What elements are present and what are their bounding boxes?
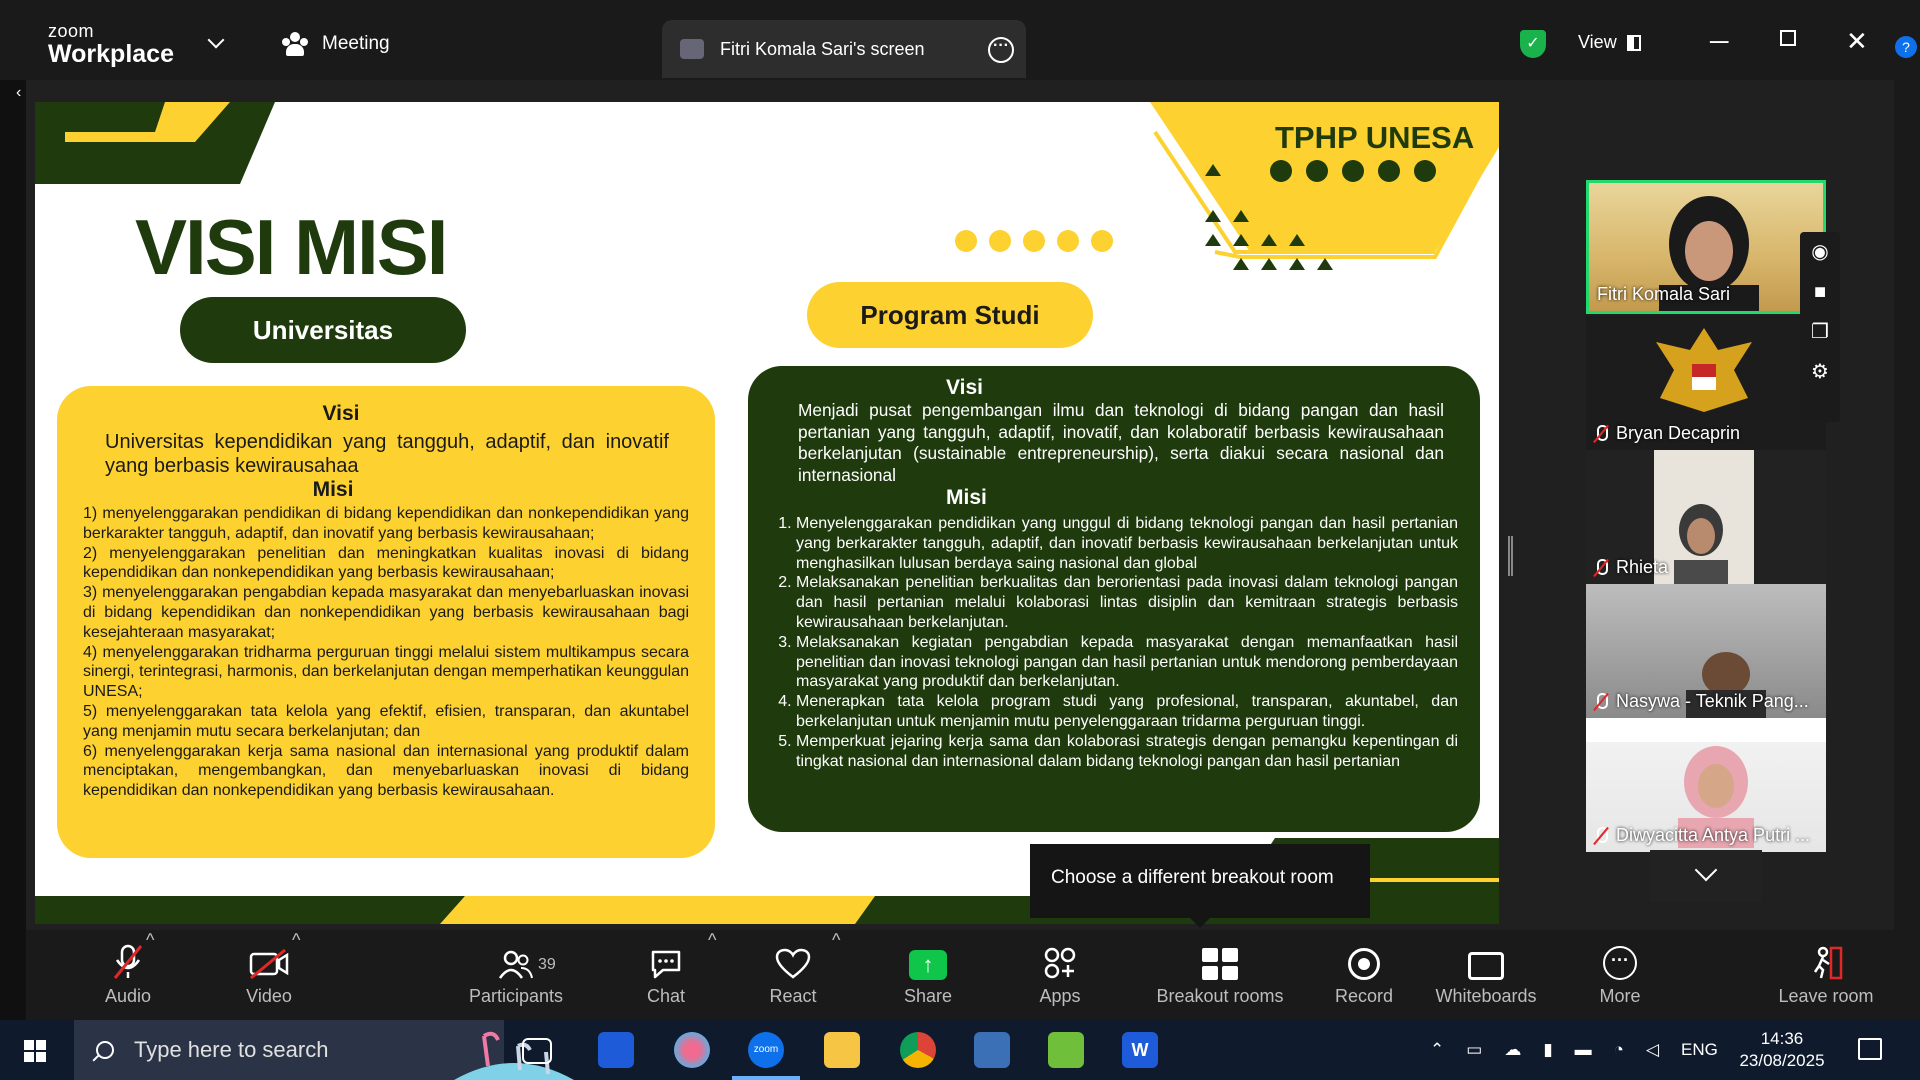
search-placeholder: Type here to search (134, 1037, 329, 1062)
breakout-tooltip (1030, 844, 1370, 918)
program-studi-label: Program Studi (807, 282, 1093, 348)
notification-icon[interactable] (1858, 1038, 1882, 1060)
battery-icon[interactable]: ▬ (1574, 1040, 1592, 1059)
share-screen-icon: ↑ (888, 930, 968, 980)
slide-title: VISI MISI (135, 203, 447, 291)
camera-icon[interactable]: ◉ (1811, 241, 1829, 263)
sharer-thumbnail (680, 39, 704, 59)
participant-face (1666, 500, 1736, 584)
participants-count: 39 (538, 956, 556, 973)
view-layout-icon (1627, 35, 1641, 51)
windows-start-icon[interactable] (24, 1040, 46, 1062)
video-float-toolbar (1800, 232, 1840, 422)
chrome-icon[interactable] (900, 1032, 936, 1068)
gear-icon[interactable]: ⚙ (1811, 361, 1829, 383)
participant-name: Bryan Decaprin (1594, 423, 1740, 444)
apps-button[interactable] (1020, 930, 1100, 1020)
mic-muted-icon (1594, 425, 1608, 443)
microphone-icon[interactable]: ▮ (1543, 1040, 1553, 1059)
breakout-rooms-button[interactable] (1130, 930, 1310, 1020)
search-highlight-icon (454, 1026, 574, 1080)
chevron-up-icon[interactable]: ⌃ (1430, 1040, 1445, 1059)
prodi-misi-heading: Misi (946, 486, 987, 509)
breakout-rooms-icon (1130, 930, 1310, 980)
participant-name: Fitri Komala Sari (1597, 284, 1731, 304)
active-app-indicator (732, 1076, 800, 1080)
logo-top-text: zoom (48, 21, 95, 41)
whiteboard-icon (1416, 930, 1556, 980)
participant-name: Diwyacitta Antya Putri ... (1594, 825, 1810, 846)
participant-tile[interactable] (1586, 584, 1826, 718)
whiteboards-label: Whiteboards (1435, 986, 1537, 1006)
more-button[interactable] (1580, 930, 1660, 1020)
audio-button[interactable] (78, 930, 178, 1020)
univ-misi-list (83, 502, 689, 801)
leave-room-icon (1766, 930, 1886, 980)
chevron-down-icon[interactable] (208, 32, 225, 49)
view-button[interactable] (1578, 32, 1641, 53)
prodi-misi-item: 1. Menyelenggarakan pendidikan yang unggul di bidang teknologi pangan dan hasil pertanian yang berkarakter tangguh, adaptif, dan inovatif berbasis kewirausahaan berkelanjutan untuk menghasilkan lulusan berdaya saing nasional dan global (796, 514, 1458, 573)
view-label: View (1578, 32, 1617, 52)
windows-taskbar (0, 1020, 1920, 1080)
panel-resize-handle[interactable] (1508, 536, 1513, 576)
slide-brand-text: TPHP UNESA (1275, 120, 1475, 155)
program-studi-panel (748, 366, 1480, 832)
participant-name: Nasywa - Teknik Pang... (1594, 691, 1809, 712)
cloud-icon[interactable]: ☁ (1504, 1040, 1522, 1059)
univ-misi-heading: Misi (312, 478, 354, 501)
prodi-visi-text: Menjadi pusat pengembangan ilmu dan teknologi di bidang pangan dan hasil pertanian yang tangguh, adaptif, inovatif, dan kolaboratif berbasis kewirausahaan berkelanjutan (sustainable entrepreneurship), serta diakui secara nasional dan internasional (798, 400, 1444, 485)
heart-icon (753, 930, 833, 980)
participants-icon (446, 930, 586, 980)
volume-icon[interactable]: ◁ (1645, 1040, 1660, 1059)
meeting-icon (282, 32, 308, 56)
share-label: Share (903, 986, 953, 1006)
gallery-scroll-down-button[interactable] (1650, 850, 1762, 902)
maximize-icon[interactable] (1780, 30, 1796, 46)
prodi-misi-item: 5. Memperkuat jejaring kerja sama dan kolaborasi strategis dengan pemangku kepentingan di tingkat nasional dan internasional dalam bidang teknologi pangan dan hasil pertanian (796, 732, 1458, 772)
prodi-misi-item: 4. Menerapkan tata kelola program studi yang profesional, transparan, akuntabel, dan berkelanjutan untuk menjamin mutu penyelenggaraan tridarma perguruan tinggi. (796, 692, 1458, 732)
system-tray (1430, 1020, 1718, 1080)
audio-options-caret[interactable]: ^ (146, 930, 155, 950)
prodi-misi-item: 2. Melaksanakan penelitian berkualitas dan berorientasi pada inovasi dalam teknologi pangan dan hasil pertanian melalui kolaborasi lintas disiplin dan kemitraan strategis berbasis kewirausahaan berkelanjutan. (796, 573, 1458, 632)
leave-room-label: Leave room (1778, 986, 1874, 1006)
taskbar-app-icon[interactable] (974, 1032, 1010, 1068)
security-shield-icon[interactable]: ✓ (1520, 30, 1546, 58)
left-edge-strip (0, 0, 26, 1020)
clock-time: 14:36 (1760, 1029, 1804, 1048)
taskbar-app-icon[interactable] (674, 1032, 710, 1068)
univ-visi-heading: Visi (322, 402, 360, 425)
participant-name: Rhieta (1594, 557, 1668, 578)
prodi-visi-heading: Visi (946, 376, 983, 399)
apps-label: Apps (1039, 986, 1081, 1006)
record-label: Record (1334, 986, 1394, 1006)
shared-screen-tab[interactable] (662, 20, 1026, 78)
univ-misi-item: 6) menyelenggarakan kerja sama nasional dan internasional yang produktif dalam menciptakan, mengembangkan, dan menyebarluaskan inovasi di bidang kependidikan dan nonkependidikan yang berbasis kewirausahaan. (83, 742, 689, 800)
video-camera-icon[interactable]: ■ (1813, 281, 1827, 303)
video-label: Video (246, 986, 292, 1006)
prodi-misi-item: 3. Melaksanakan kegiatan pengabdian kepada masyarakat dengan memanfaatkan hasil penelitian dan inovasi teknologi pangan dan hasil pertanian untuk mendorong pemberdayaan masyarakat yang produktif dan berkelanjutan. (796, 633, 1458, 692)
brand-dots (1270, 160, 1436, 182)
minimize-icon[interactable]: ─ (1710, 26, 1729, 56)
app-logo (48, 22, 174, 68)
close-icon[interactable]: ✕ (1846, 26, 1868, 56)
title-bar (0, 0, 1920, 80)
wifi-icon[interactable]: ◔ (1613, 1040, 1624, 1059)
search-icon (96, 1041, 114, 1059)
record-button[interactable] (1314, 930, 1414, 1020)
chevron-left-icon[interactable]: ‹ (16, 84, 22, 101)
share-button[interactable] (888, 930, 968, 1020)
taskbar-app-icon[interactable] (598, 1032, 634, 1068)
copy-icon[interactable]: ❐ (1811, 321, 1829, 343)
react-options-caret[interactable]: ^ (832, 930, 841, 950)
participant-tile[interactable] (1586, 180, 1826, 314)
chat-icon (626, 930, 706, 980)
participant-tile[interactable] (1586, 450, 1826, 584)
zoom-app-icon[interactable]: zoom (748, 1032, 784, 1068)
participants-button[interactable] (446, 930, 586, 1020)
univ-misi-item: 3) menyelenggarakan pengabdian kepada masyarakat dan menyebarluaskan inovasi di bidang kependidikan dan nonkependidikan yang berbasis kewirausahaan bagi kesejahteraan masyarakat; (83, 584, 689, 641)
mic-muted-icon (1594, 693, 1608, 711)
help-icon[interactable]: ? (1895, 36, 1917, 58)
whiteboards-button[interactable] (1416, 930, 1556, 1020)
chat-button[interactable] (626, 930, 706, 1020)
more-options-icon[interactable]: ··· (988, 37, 1014, 63)
meeting-tab[interactable] (282, 32, 390, 56)
mic-muted-icon (1594, 827, 1608, 845)
presentation-slide (35, 102, 1499, 924)
mic-muted-icon (78, 930, 178, 980)
univ-misi-item: 1) menyelenggarakan pendidikan di bidang kependidikan dan nonkependidikan yang berkarakter tangguh, adaptif, dan inovatif yang berbasis kewirausahaan; (83, 505, 689, 542)
react-label: React (769, 986, 817, 1006)
logo-bottom-text: Workplace (48, 40, 174, 68)
language-indicator[interactable]: ENG (1681, 1040, 1718, 1059)
participants-label: Participants (468, 986, 564, 1006)
device-icon[interactable]: ▭ (1466, 1040, 1483, 1059)
participant-tile[interactable] (1586, 718, 1826, 852)
clock-date: 23/08/2025 (1739, 1051, 1825, 1070)
meeting-toolbar (26, 930, 1894, 1020)
word-icon[interactable]: W (1122, 1032, 1158, 1068)
meeting-tab-label: Meeting (322, 33, 390, 54)
taskbar-search-box[interactable] (74, 1020, 504, 1080)
file-explorer-icon[interactable] (824, 1032, 860, 1068)
univ-visi-text: Universitas kependidikan yang tangguh, adaptif, dan inovatif yang berbasis kewirausahaa (105, 431, 669, 477)
universitas-label: Universitas (180, 297, 466, 363)
apps-icon (1020, 930, 1100, 980)
chat-options-caret[interactable]: ^ (708, 930, 717, 950)
yellow-dots (955, 230, 1113, 252)
more-label: More (1599, 986, 1641, 1006)
video-button[interactable] (219, 930, 319, 1020)
taskbar-clock[interactable] (1722, 1028, 1842, 1072)
univ-misi-item: 4) menyelenggarakan tridharma perguruan tinggi melalui sistem multikampus secara sinergi, terintegrasi, harmonis, dan berkelanjutan dengan memperhatikan keunggulan UNESA; (83, 643, 689, 701)
video-off-icon (219, 930, 319, 980)
garuda-emblem-icon (1648, 320, 1760, 418)
react-button[interactable] (753, 930, 833, 1020)
video-options-caret[interactable]: ^ (292, 930, 301, 950)
universitas-panel (57, 386, 715, 858)
leave-room-button[interactable] (1766, 930, 1886, 1020)
prodi-misi-list (778, 514, 1458, 771)
shared-screen-tab-label: Fitri Komala Sari's screen (720, 38, 925, 59)
participant-tile[interactable] (1586, 316, 1826, 450)
chat-label: Chat (646, 986, 686, 1006)
univ-misi-item: 5) menyelenggarakan tata kelola yang efektif, efisien, transparan, dan akuntabel yang menjamin mutu secara berkelanjutan; dan (83, 702, 689, 740)
more-icon: ··· (1580, 930, 1660, 980)
mic-muted-icon (1594, 559, 1608, 577)
tooltip-text: Choose a different breakout room (1051, 867, 1334, 888)
breakout-rooms-label: Breakout rooms (1156, 986, 1284, 1006)
taskbar-app-icon[interactable] (1048, 1032, 1084, 1068)
univ-misi-item: 2) menyelenggarakan penelitian dan meningkatkan kualitas inovasi di bidang kependidikan dan nonkependidikan yang berbasis kewirausahaan; (83, 544, 689, 582)
audio-label: Audio (104, 986, 152, 1006)
task-view-icon[interactable] (522, 1038, 552, 1064)
record-icon (1314, 930, 1414, 980)
